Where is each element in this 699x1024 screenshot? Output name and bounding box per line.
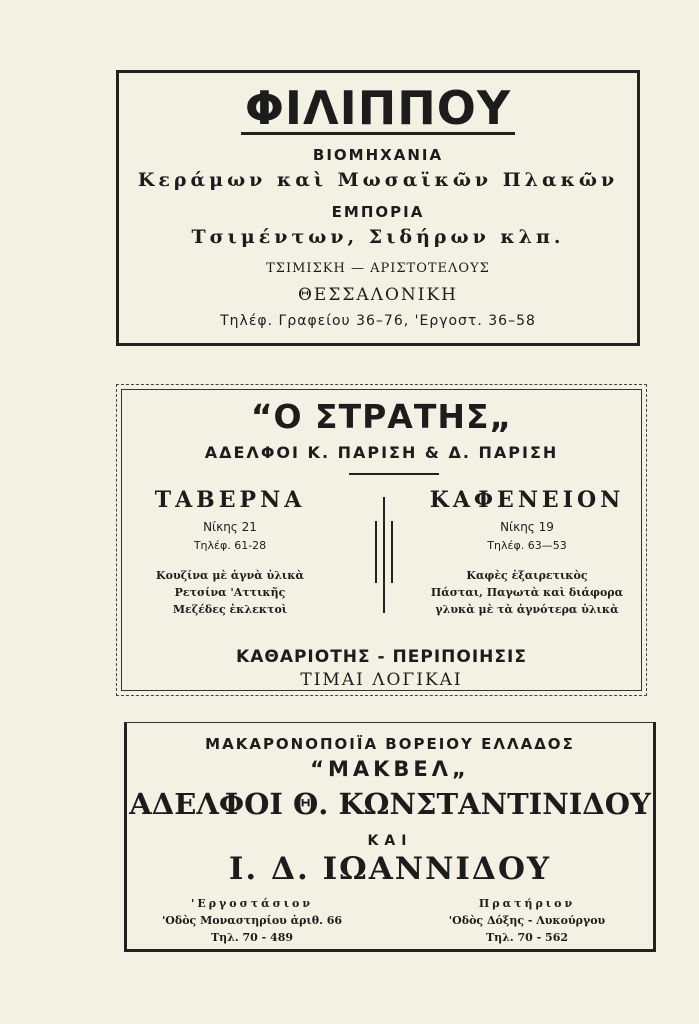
list-item: Ρετσίνα 'Αττικῆς	[174, 586, 286, 599]
address-line: ΤΣΙΜΙΣΚΗ — ΑΡΙΣΤΟΤΕΛΟΥΣ	[266, 261, 490, 276]
vertical-ornament-bar	[391, 521, 393, 583]
goods-line: Τσιμέντων, Σιδήρων κλπ.	[191, 226, 565, 248]
advert-title	[119, 81, 637, 135]
taverna-column	[125, 485, 335, 618]
factory-phone: Τηλ. 70 - 489	[210, 931, 294, 944]
list-item: γλυκὰ μὲ τὰ ἁγνότερα ὑλικὰ	[435, 603, 619, 616]
factory-address: 'Οδὸς Μοναστηρίου ἀριθ. 66	[161, 914, 343, 927]
footer-line-cleanliness: ΚΑΘΑΡΙΟΤΗΣ - ΠΕΡΙΠΟΙΗΣΙΣ	[236, 647, 527, 667]
shop-phone: Τηλ. 70 - 562	[485, 931, 569, 944]
products-line: Κεράμων καὶ Μωσαϊκῶν Πλακῶν	[137, 169, 619, 191]
divider	[349, 473, 439, 475]
advert-filippou	[116, 70, 640, 346]
advert-makvel	[124, 722, 656, 952]
list-item: Πάσται, Παγωτὰ καὶ διάφορα	[430, 586, 624, 599]
advert-title: “Ο ΣΤΡΑΤΗΣ„	[250, 397, 513, 436]
kafeneion-column	[422, 485, 632, 618]
advert-title-text: ΦΙΛΙΠΠΟΥ	[241, 84, 515, 135]
shop-label: Πρατήριον	[478, 897, 576, 910]
industry-line: ΒΙΟΜΗΧΑΝΙΑ	[312, 146, 444, 164]
kafeneion-address: Νίκης 19	[500, 520, 554, 534]
taverna-items	[125, 567, 335, 618]
kafeneion-items	[422, 567, 632, 618]
list-item: Κουζίνα μὲ ἁγνὰ ὑλικὰ	[156, 569, 304, 582]
owners-line-1: ΑΔΕΛΦΟΙ Θ. ΚΩΝΣΤΑΝΤΙΝΙΔΟΥ	[129, 787, 651, 821]
owners-line-2: Ι. Δ. ΙΩΑΝΝΙΔΟΥ	[228, 851, 552, 887]
taverna-phone: Τηλέφ. 61-28	[193, 539, 267, 552]
phone-line: Τηλέφ. Γραφείου 36–76, 'Εργοστ. 36–58	[220, 313, 536, 329]
trade-line: ΕΜΠΟΡΙΑ	[331, 203, 425, 221]
shop-column	[412, 895, 642, 946]
list-item: Καφὲς ἐξαιρετικὸς	[466, 569, 588, 582]
factory-column	[137, 895, 367, 946]
advert-subtitle: ΑΔΕΛΦΟΙ Κ. ΠΑΡΙΣΗ & Δ. ΠΑΡΙΣΗ	[204, 443, 559, 462]
kafeneion-name: ΚΑΦΕΝΕΙΟΝ	[429, 487, 625, 513]
list-item: Μεζέδες ἐκλεκτοὶ	[172, 603, 288, 616]
vertical-ornament-bar	[383, 497, 385, 613]
vertical-ornament-bar	[375, 521, 377, 583]
city-line: ΘΕΣΣΑΛΟΝΙΚΗ	[298, 285, 458, 305]
taverna-address: Νίκης 21	[203, 520, 257, 534]
footer-line-prices: ΤΙΜΑΙ ΛΟΓΙΚΑΙ	[300, 670, 463, 690]
factory-label: 'Εργοστάσιον	[190, 897, 314, 910]
kafeneion-phone: Τηλέφ. 63—53	[487, 539, 567, 552]
advert-stratis	[116, 384, 647, 696]
shop-address: 'Οδὸς Δόξης - Λυκούργου	[448, 914, 606, 927]
conjunction-line: ΚΑΙ	[367, 833, 413, 849]
taverna-name: ΤΑΒΕΡΝΑ	[154, 487, 306, 513]
company-line: ΜΑΚΑΡΟΝΟΠΟΙΪΑ ΒΟΡΕΙΟΥ ΕΛΛΑΔΟΣ	[205, 735, 575, 753]
brand-name: “ΜΑΚΒΕΛ„	[310, 757, 470, 781]
